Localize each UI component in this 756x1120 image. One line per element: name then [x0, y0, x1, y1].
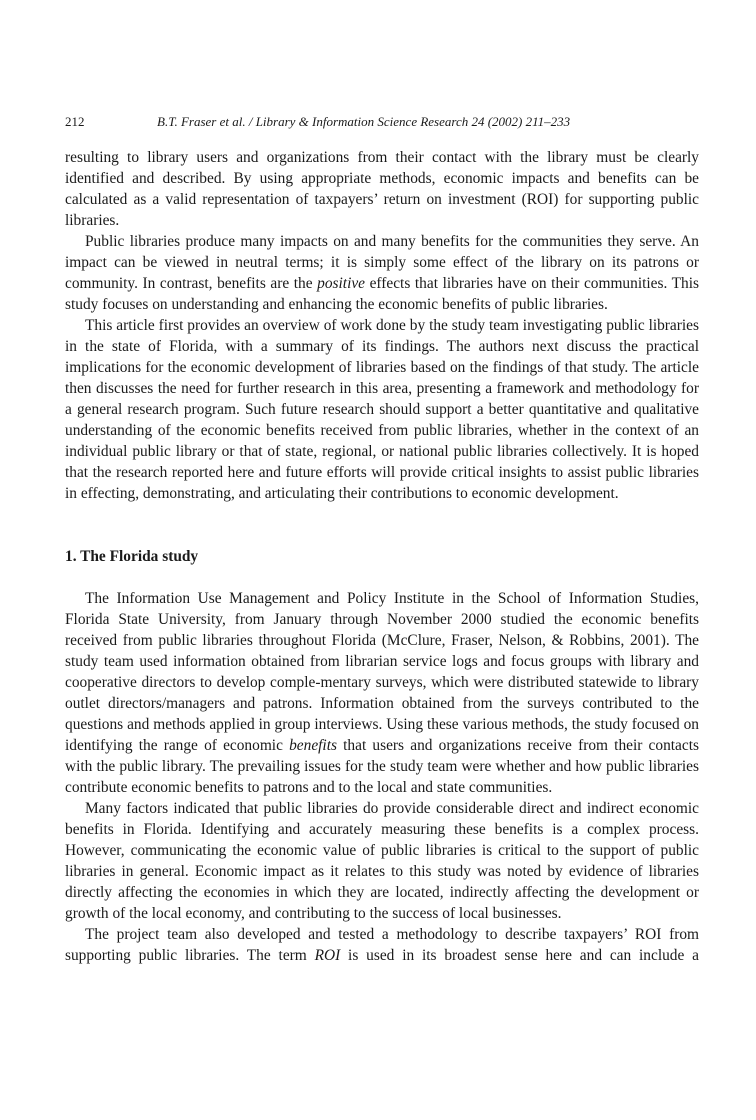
- paragraph-intro-1: resulting to library users and organizations from their contact with the library must be clearly identified and described. By using appropriate methods, economic impacts and benefits can be calculated as a valid representation of taxpayers’ return on investment (ROI) for supporting public libraries.: [65, 149, 699, 229]
- emphasis-positive: positive: [317, 275, 366, 292]
- body-text: [65, 147, 699, 966]
- section-heading: 1. The Florida study: [65, 548, 199, 565]
- paragraph-intro-3: This article first provides an overview of work done by the study team investigating public libraries in the state of Florida, with a summary of its findings. The authors next discuss the practical implications for the economic development of libraries based on the findings of that study. The article then discusses the need for further research in this area, presenting a framework and methodology for a general research program. Such future research should support a better quantitative and qualitative understanding of the economic benefits received from public libraries, whether in the context of an individual public library or that of state, regional, or national public libraries collectively. It is hoped that the research reported here and future efforts will provide critical insights to assist public libraries in effecting, demonstrating, and articulating their contributions to economic development.: [65, 317, 699, 502]
- paragraph-intro-2: Public libraries produce many impacts on and many benefits for the communities they serve. An impact can be viewed in neutral terms; it is simply some effect of the library on its patrons or community. In contrast, benefits are the positive effects that libraries have on their communities. This study focuses on understanding and enhancing the economic benefits of public libraries.: [65, 233, 699, 313]
- emphasis-benefits: benefits: [289, 737, 337, 754]
- page-number: 212: [65, 114, 85, 129]
- paragraph-section1-3: The project team also developed and tested a methodology to describe taxpayers’ ROI from supporting public libraries. The term ROI is used in its broadest sense here and can include a: [65, 926, 699, 964]
- journal-citation: B.T. Fraser et al. / Library & Information Science Research 24 (2002) 211–233: [157, 114, 571, 129]
- paragraph-section1-1: The Information Use Management and Policy Institute in the School of Information Studies, Florida State University, from January through November 2000 studied the economic benefits received from public libraries throughout Florida (McClure, Fraser, Nelson, & Robbins, 2001). The study team used information obtained from librarian service logs and focus groups with library and cooperative directors to develop comple-mentary surveys, which were distributed statewide to library outlet directors/managers and patrons. Information obtained from the surveys contributed to the questions and methods applied in group interviews. Using these various methods, the study focused on identifying the range of economic benefits that users and organizations receive from their contacts with the public library. The prevailing issues for the study team were whether and how public libraries contribute economic benefits to patrons and to the local and state communities.: [65, 590, 699, 796]
- paragraph-section1-2: Many factors indicated that public libraries do provide considerable direct and indirect economic benefits in Florida. Identifying and accurately measuring these benefits is a complex process. However, communicating the economic value of public libraries is critical to the support of public libraries in general. Economic impact as it relates to this study was noted by evidence of libraries directly affecting the economies in which they are located, indirectly affecting the development or growth of the local economy, and contributing to the success of local businesses.: [65, 800, 699, 922]
- emphasis-roi: ROI: [314, 947, 341, 964]
